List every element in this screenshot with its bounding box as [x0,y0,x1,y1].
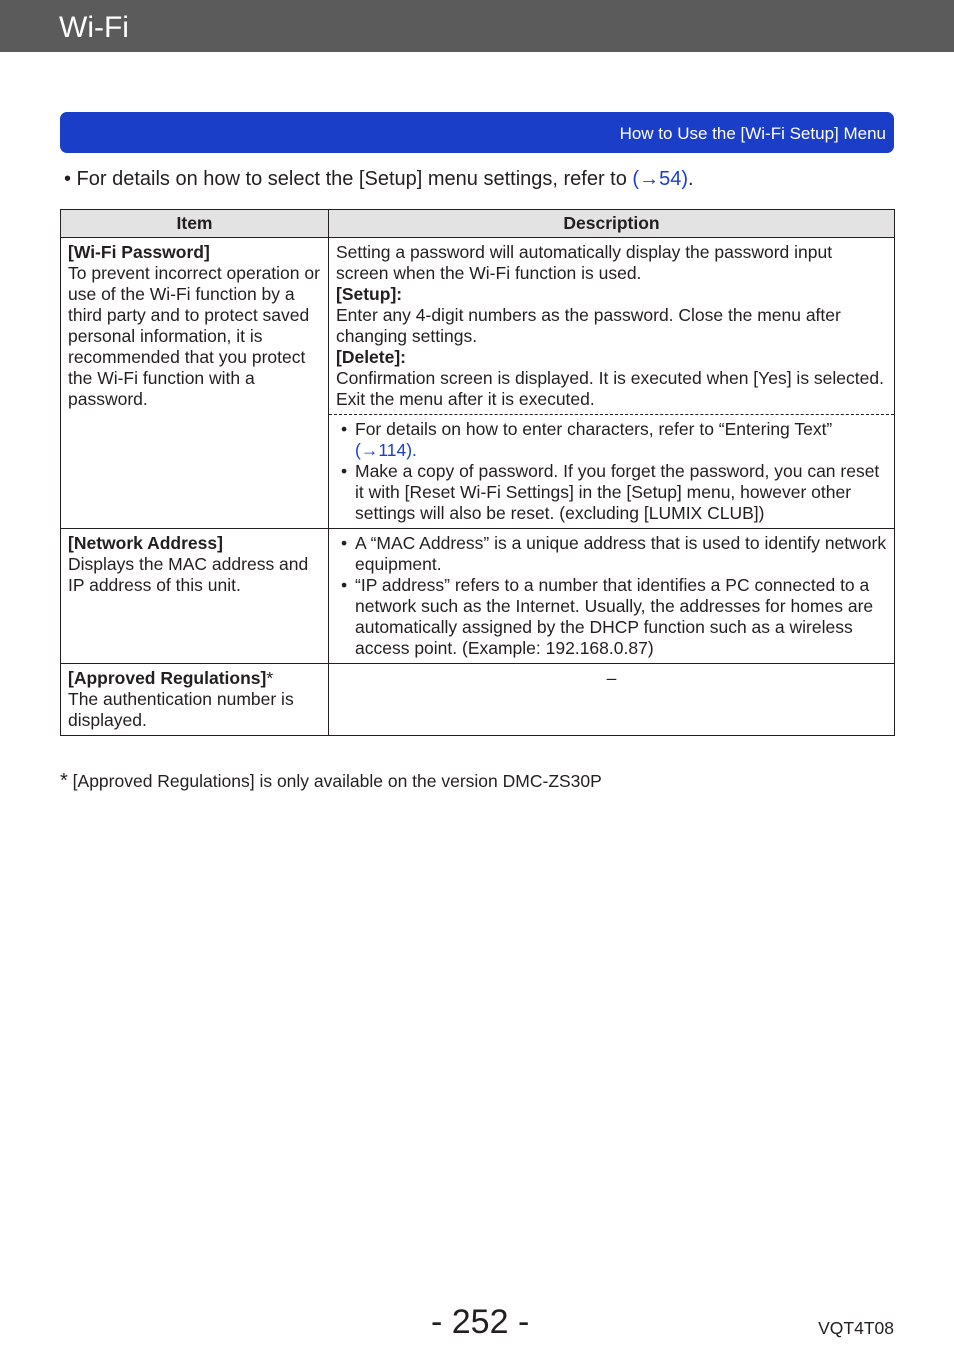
top-header-bar [0,0,954,52]
list-item: • Make a copy of password. If you forget the password, you can reset it with [Reset Wi-Fi Settings] in the [Setup] menu, however other settings will also be reset. (excluding [LUMIX CLUB]) [336,461,887,524]
wifi-password-item-cell [61,238,329,529]
list-item: • “IP address” refers to a number that identifies a PC connected to a network such as the Internet. Usually, the addresses for homes are automatically assigned by the DHCP function such as a wireless access point. (Example: 192.168.0.87) [336,575,887,659]
wifi-password-title: [Wi-Fi Password] [68,242,210,262]
network-address-notes-list [336,533,887,659]
network-address-description-cell [329,529,895,664]
page-54-link[interactable]: (→54) [632,168,688,190]
intro-note [64,167,694,191]
item-column-header: Item [61,210,329,238]
wifi-password-description-cell [329,238,895,415]
page-number: - 252 - [431,1303,530,1341]
network-address-title: [Network Address] [68,533,223,553]
setup-text: Enter any 4-digit numbers as the password. Close the menu after changing settings. [336,305,841,346]
table-row-wifi-password [61,238,895,415]
footnote [60,770,602,792]
footnote-star: * [60,770,68,792]
intro-text: • For details on how to select the [Setup] menu settings, refer to [64,168,633,190]
footnote-marker: * [266,668,274,688]
description-column-header: Description [329,210,895,238]
list-item: • A “MAC Address” is a unique address that is used to identify network equipment. [336,533,887,575]
network-address-item-cell [61,529,329,664]
approved-regulations-item-text: The authentication number is displayed. [68,689,294,730]
approved-regulations-description-cell: – [329,664,895,736]
approved-regulations-heading [68,668,321,689]
note-text: For details on how to enter characters, refer to “Entering Text” [355,419,833,439]
footnote-text: [Approved Regulations] is only available on the version DMC-ZS30P [67,771,602,791]
setup-label: [Setup]: [336,284,403,304]
wifi-password-desc-intro: Setting a password will automatically display the password input screen when the Wi-Fi function is used. [336,242,833,283]
table-header-row [61,210,895,238]
wifi-password-notes-cell [329,415,895,529]
approved-regulations-item-cell [61,664,329,736]
page-114-link[interactable]: (→114). [355,440,417,460]
chapter-title: Wi-Fi [59,11,129,44]
network-address-item-text: Displays the MAC address and IP address of this unit. [68,554,309,595]
section-banner [60,112,894,153]
delete-text-2: Exit the menu after it is executed. [336,389,595,409]
wifi-password-item-text: To prevent incorrect operation or use of the Wi-Fi function by a third party and to protect saved personal information, it is recommended that you protect the Wi-Fi function with a password. [68,263,320,409]
table-row-network-address [61,529,895,664]
settings-table [60,209,895,736]
table-row-approved-regulations [61,664,895,736]
approved-regulations-title: [Approved Regulations] [68,668,267,688]
delete-label: [Delete]: [336,347,407,367]
list-item [336,419,887,461]
model-code: VQT4T08 [818,1318,894,1338]
wifi-password-notes-list [336,419,887,524]
delete-text: Confirmation screen is displayed. It is executed when [Yes] is selected. [336,368,884,388]
section-title: How to Use the [Wi-Fi Setup] Menu [619,124,886,143]
intro-suffix: . [688,168,694,190]
